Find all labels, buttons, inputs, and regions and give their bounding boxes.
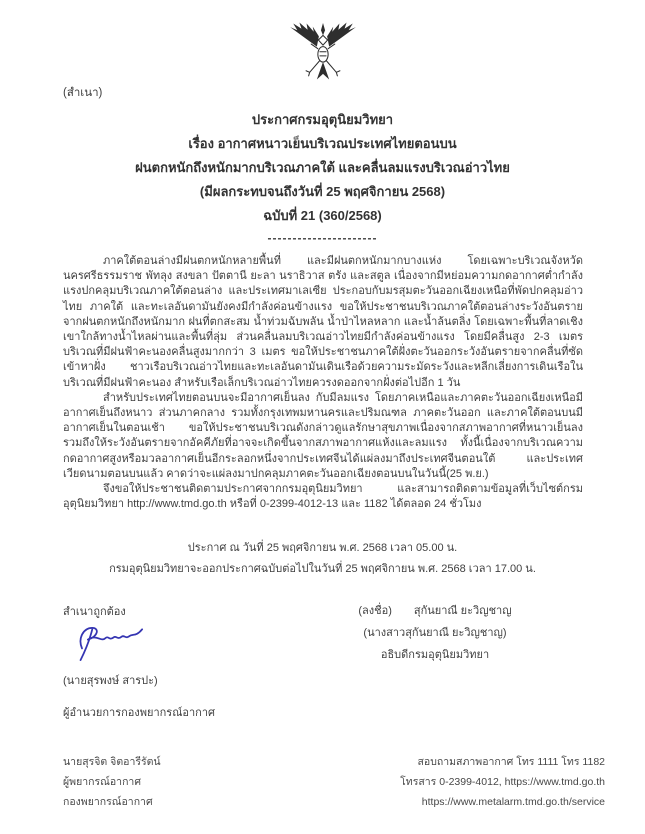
signed-line [285,600,585,622]
document-header [0,108,645,228]
subject-line-2: ฝนตกหนักถึงหนักมากบริเวณภาคใต้ และคลื่นลมแรงบริเวณอ่าวไทย [135,160,510,175]
footer-forecaster-block [63,752,161,812]
forecaster-title: ผู้พยากรณ์อากาศ [63,776,141,788]
dashed-divider: ---------------------- [267,231,378,245]
signer-name-parenthetical: (นางสาวสุกันยาณี ยะวิญชาญ) [363,627,507,640]
signer-position: อธิบดีกรมอุตุนิยมวิทยา [380,649,490,662]
signed-label: (ลงชื่อ) [358,605,392,618]
contact-alert-url-line: https://www.metalarm.tmd.go.th/service [421,796,605,808]
contact-phone-line: สอบถามสภาพอากาศ โทร 1111 โทร 1182 [417,756,605,768]
paragraph-upper-thailand: สำหรับประเทศไทยตอนบนจะมีอากาศเย็นลง กับมีลมแรง โดยภาคเหนือและภาคตะวันออกเฉียงเหนือมีอากาศเย็นถึงหนาว ส่วนภาคกลาง รวมทั้งกรุงเทพมหานครและปริมณฑล ภาคตะวันออก และภาคใต้ตอนบนมีอากาศเย็นในตอนเช้า ขอให้ประชาชนบริเวณดังกล่าวดูแลรักษาสุขภาพเนื่องจากสภาพอากาศที่หนาวเย็นลง รวมถึงให้ระวังอันตรายจากอัคคีภัยที่อาจจะเกิดขึ้นจากสภาพอากาศแห้งและลมแรง ทั้งนี้เนื่องจากบริเวณความกดอากาศสูงหรือมวลอากาศเย็นอีกระลอกหนึ่งจากประเทศจีนได้แผ่ลงมาถึงประเทศจีนตอนใต้ และประเทศเวียดนามตอนบนแล้ว คาดว่าจะแผ่ลงมาปกคลุมภาคตะวันออกเฉียงตอนบนในวันนี้(25 พ.ย.) [63,391,583,480]
contact-fax-website-line: โทรสาร 0-2399-4012, https://www.tmd.go.th [400,776,605,788]
garuda-emblem-icon [287,22,359,99]
next-issue-datetime: กรมอุตุนิยมวิทยาจะออกประกาศฉบับต่อไปในวันที่ 25 พฤศจิกายน พ.ศ. 2568 เวลา 17.00 น. [109,563,536,576]
handwritten-signature-icon [65,622,215,669]
subject-line-1: เรื่อง อากาศหนาวเย็นบริเวณประเทศไทยตอนบน [188,136,457,151]
certified-copy-block [63,604,215,721]
issued-datetime: ประกาศ ณ วันที่ 25 พฤศจิกายน พ.ศ. 2568 เวลา 05.00 น. [187,542,458,555]
forecaster-division: กองพยากรณ์อากาศ [63,796,153,808]
certifier-name: (นายสุรพงษ์ สารปะ) [63,675,158,687]
signed-name: สุกันยาณี ยะวิญชาญ [413,605,512,618]
forecaster-name: นายสุรจิต จิตอารีรัตน์ [63,756,161,768]
effective-date-line: (มีผลกระทบจนถึงวันที่ 25 พฤศจิกายน 2568) [199,184,446,199]
certified-copy-label: สำเนาถูกต้อง [63,606,126,618]
issue-number: ฉบับที่ 21 (360/2568) [263,208,382,223]
document-title: ประกาศกรมอุตุนิยมวิทยา [251,112,394,127]
certifier-position: ผู้อำนวยการกองพยากรณ์อากาศ [63,707,216,719]
signer-block [285,600,585,666]
copy-label: (สำเนา) [63,87,103,99]
paragraph-south-rain: ภาคใต้ตอนล่างมีฝนตกหนักหลายพื้นที่ และมีฝนตกหนักมากบางแห่ง โดยเฉพาะบริเวณจังหวัดนครศรีธรรมราช พัทลุง สงขลา ปัตตานี ยะลา นราธิวาส ตรัง และสตูล เนื่องจากมีหย่อมความกดอากาศต่ำกำลังแรงปกคลุมบริเวณภาคใต้ตอนล่าง และประเทศมาเลเซีย ประกอบกับมรสุมตะวันออกเฉียงเหนือที่พัดปกคลุมอ่าวไทย ภาคใต้ และทะเลอันดามันยังคงมีกำลังค่อนข้างแรง ขอให้ประชาชนบริเวณภาคใต้ตอนล่างระวังอันตรายจากฝนตกหนักถึงหนักมาก ฝนที่ตกสะสม น้ำท่วมฉับพลัน น้ำป่าไหลหลาก และน้ำล้นตลิ่ง โดยเฉพาะพื้นที่ลาดเชิงเขาใกล้ทางน้ำไหลผ่านและพื้นที่ลุ่ม ส่วนคลื่นลมบริเวณอ่าวไทยมีกำลังค่อนข้างแรง โดยมีคลื่นสูง 2-3 เมตร บริเวณที่มีฝนฟ้าคะนองคลื่นสูงมากกว่า 3 เมตร ขอให้ประชาชนภาคใต้ฝั่งตะวันออกระวังอันตรายจากคลื่นที่ซัดเข้าหาฝั่ง ชาวเรือบริเวณอ่าวไทยและทะเลอันดามันเดินเรือด้วยความระมัดระวังและหลีกเลี่ยงการเดินเรือในบริเวณที่มีฝนฟ้าคะนอง สำหรับเรือเล็กบริเวณอ่าวไทยควรงดออกจากฝั่งต่อไปอีก 1 วัน [63,255,583,389]
paragraph-follow-updates: จึงขอให้ประชาชนติดตามประกาศจากกรมอุตุนิยมวิทยา และสามารถติดตามข้อมูลที่เว็บไซต์กรมอุตุนิยมวิทยา http://www.tmd.go.th หรือที่ 0-2399-4012-13 และ 1182 ได้ตลอด 24 ชั่วโมง [63,483,583,511]
body-text [63,254,583,512]
issuance-block [0,538,645,580]
footer-contact-block [400,752,605,812]
